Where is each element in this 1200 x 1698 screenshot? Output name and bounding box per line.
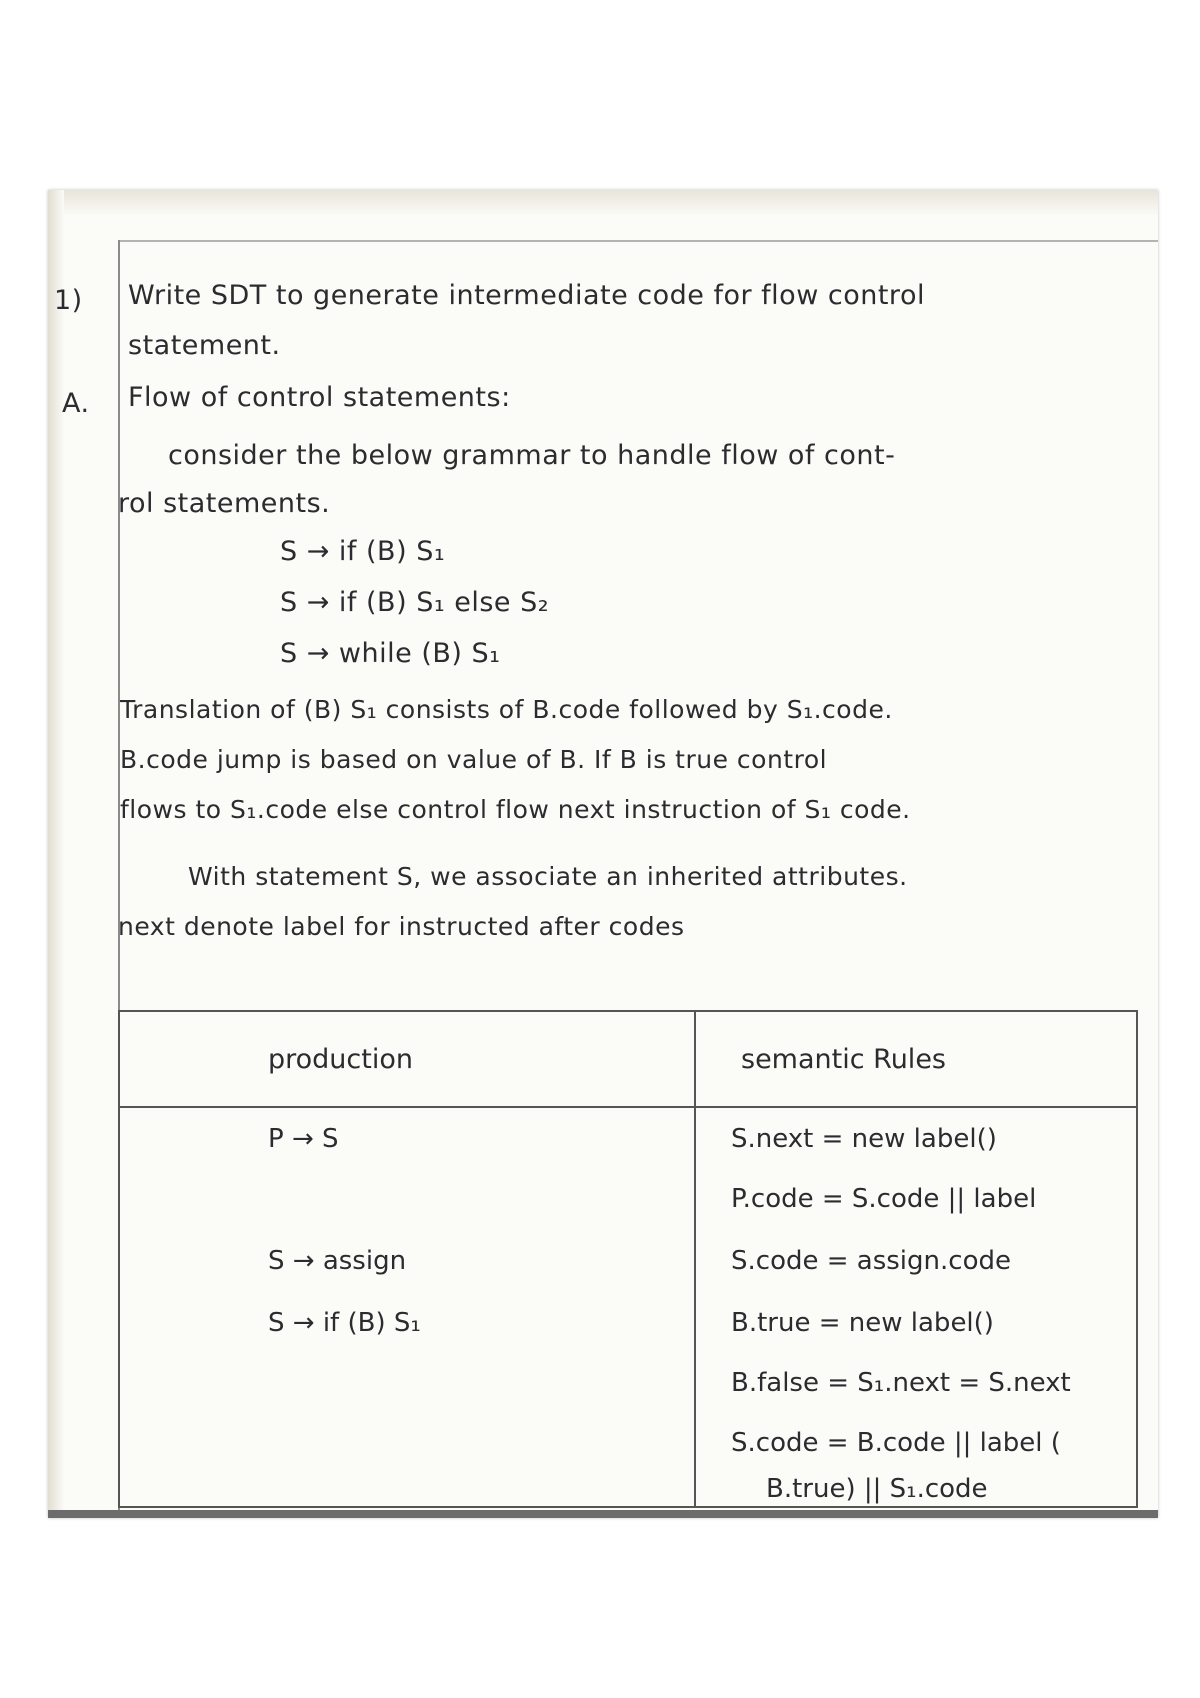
answer-heading: Flow of control statements: <box>128 382 511 413</box>
table-row <box>119 1230 1137 1292</box>
rule-text: B.false = S₁.next = S.next <box>731 1368 1071 1398</box>
header-production: production <box>119 1011 695 1107</box>
rule-text: P.code = S.code || label <box>731 1184 1037 1214</box>
question-number: 1) <box>54 285 83 316</box>
translation-line-3: flows to S₁.code else control flow next instruction of S₁ code. <box>120 795 911 824</box>
question-line-1: Write SDT to generate intermediate code for flow control <box>128 280 925 311</box>
production-text: S → assign <box>268 1246 407 1276</box>
table-row <box>119 1107 1137 1230</box>
production-cell <box>119 1107 695 1230</box>
grammar-rule-2: S → if (B) S₁ else S₂ <box>280 587 550 618</box>
semantic-rules-table <box>118 1010 1138 1508</box>
grammar-rule-3: S → while (B) S₁ <box>280 638 501 669</box>
question-line-2: statement. <box>128 330 281 361</box>
rule-text: S.code = B.code || label ( <box>731 1428 1061 1458</box>
translation-line-2: B.code jump is based on value of B. If B is true control <box>120 745 828 774</box>
production-cell <box>119 1292 695 1507</box>
table-row <box>119 1292 1137 1507</box>
page-bottom-edge <box>48 1510 1158 1518</box>
translation-line-1: Translation of (B) S₁ consists of B.code followed by S₁.code. <box>120 695 893 724</box>
answer-marker: A. <box>62 388 90 419</box>
production-cell <box>119 1230 695 1292</box>
rule-text: B.true = new label() <box>731 1308 994 1338</box>
rule-text: S.next = new label() <box>731 1124 997 1154</box>
rules-cell <box>695 1107 1137 1230</box>
rule-text: S.code = assign.code <box>731 1246 1011 1276</box>
attribute-line-2: next denote label for instructed after codes <box>118 912 685 941</box>
production-text: P → S <box>268 1124 339 1154</box>
header-semantic-rules: semantic Rules <box>695 1011 1137 1107</box>
rules-cell <box>695 1230 1137 1292</box>
notebook-page <box>48 190 1158 1518</box>
top-ruled-line <box>118 240 1158 242</box>
rule-text: B.true) || S₁.code <box>766 1474 988 1504</box>
attribute-line-1: With statement S, we associate an inherited attributes. <box>188 862 908 891</box>
rules-cell <box>695 1292 1137 1507</box>
production-text: S → if (B) S₁ <box>268 1308 421 1338</box>
page-top-shadow <box>48 190 1158 216</box>
grammar-rule-1: S → if (B) S₁ <box>280 536 446 567</box>
table-header-row <box>119 1011 1137 1107</box>
intro-line-2: rol statements. <box>118 488 331 519</box>
intro-line-1: consider the below grammar to handle flow of cont- <box>168 440 896 471</box>
